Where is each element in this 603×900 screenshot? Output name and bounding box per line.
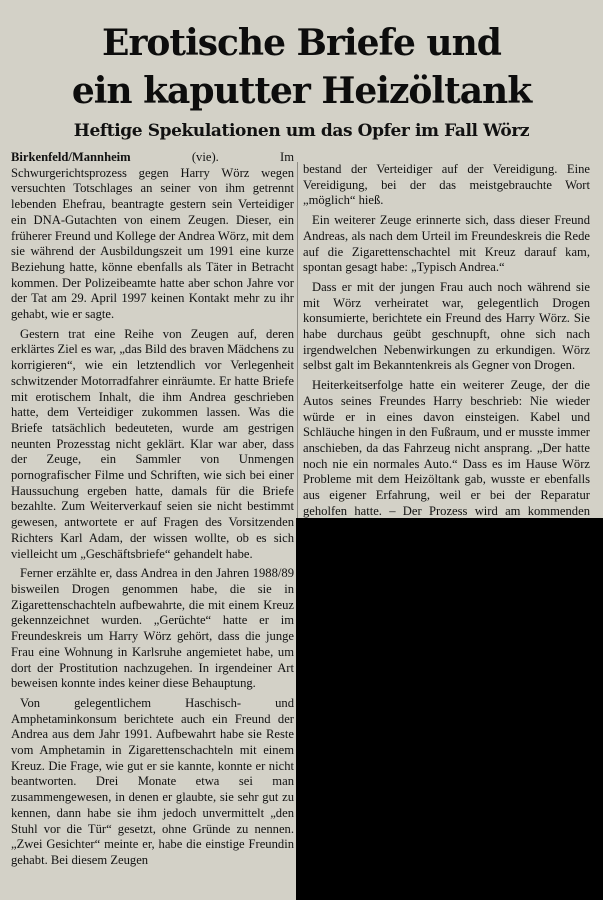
headline-line-1: Erotische Briefe und [102,22,501,64]
paragraph-6: Ein weiterer Zeuge erinnerte sich, dass dieser Freund Andreas, als nach dem Urteil im Freundeskreis die Rede auf die Zigarettenschachtel mit Kreuz darauf kam, spontan gesagt habe: „Typisch Andrea.“ [303,213,590,275]
paragraph-2: Gestern trat eine Reihe von Zeugen auf, deren erklärtes Ziel es war, „das Bild des braven Mädchens zu korrigieren“, wie ein letztendlich vor Verlegenheit schwitzender Motorradfahrer einräumte. Er hatte Briefe mit erotischem Inhalt, die ihm Andrea geschrieben hatte, dem Verteidiger zukommen lassen. Was die Briefe tatsächlich bedeuteten, wurde am gestrigen neunten Prozesstag nicht geklärt. Klar war aber, dass der Zeuge, ein Sammler von Unmengen pornografischer Filme und Schriften, wie sich bei einer Haussuchung ergeben hatte, damals für die Briefe bezahlte. Zum Weiterverkauf seien sie nicht bestimmt gewesen, antwortete er auf Fragen des Vorsitzenden Richters Karl Adam, der wissen wollte, ob es sich vielleicht um „Geschäftsbriefe“ gehandelt habe. [11,326,294,561]
paragraph-4: Von gelegentlichem Haschisch- und Amphetaminkonsum berichtete auch ein Freund der Andrea aus dem Jahr 1991. Aufbewahrt habe sie Reste vom Amphetamin in Zigarettenschachteln mit einem Kreuz. Die Frage, wie gut er sie kannte, konnte er nicht beantworten. Drei Monate etwa sei man zusammengewesen, in denen er glaubte, sie sehr gut zu kennen, dann habe sie ihm jedoch unvermittelt „den Stuhl vor die Tür“ gesetzt, ohne Gründe zu nennen. „Zwei Gesichter“ meinte er, habe die einstige Freundin gehabt. Bei diesem Zeugen [11,695,294,867]
paragraph-7: Dass er mit der jungen Frau auch noch während sie mit Wörz verheiratet war, gelegentlich Drogen konsumierte, berichtete ein Freund des Harry Wörz. Sie habe durchaus geübt geschnupft, ohne sich nach irgendwelchen Nebenwirkungen zu erkundigen. Wörz selbst galt im Bekanntenkreis als Gegner von Drogen. [303,279,590,373]
article-column-2 [303,162,590,539]
article-column-1 [11,150,294,873]
paragraph-1-text: (vie). Im Schwurgerichtsprozess gegen Harry Wörz wegen versuchten Totschlages an seiner von ihm getrennt lebenden Ehefrau, beantragte gestern sein Verteidiger ein DNA-Gutachten von einem Zeugen. Dieser, ein früherer Freund und Kollege der Andrea Wörz, mit dem sie während der Ausbildungszeit um 1991 eine kurze Beziehung hatte, könne ebenfalls als Täter in Betracht kommen. Der Polizeibeamte hatte aber schon Jahre vor der Tat am 29. April 1997 keinen Kontakt mehr zu ihr gehabt, wie er sagte. [11,150,294,322]
paragraph-1 [11,150,294,323]
paragraph-3: Ferner erzählte er, dass Andrea in den Jahren 1988/89 bisweilen Drogen genommen habe, die sie in Zigarettenschachteln aufbewahrte, die mit einem Kreuz gekennzeichnet wurden. „Gerüchte“ hatte er im Freundeskreis um Harry Wörz gehört, dass die junge Frau eine Wohnung in Karlsruhe angemietet habe, um dort der Prostitution nachzugehen. In irgendeiner Art beweisen konnte indes keiner diese Behauptung. [11,566,294,691]
paragraph-5: bestand der Verteidiger auf der Vereidigung. Eine Vereidigung, bei der das meistgebrauchte Wort „möglich“ hieß. [303,162,590,208]
subheadline: Heftige Spekulationen um das Opfer im Fall Wörz [73,121,530,141]
paragraph-8: Heiterkeitserfolge hatte ein weiterer Zeuge, der die Autos seines Freundes Harry beschrieb: Nie wieder würde er in eines davon einsteigen. Kabel und Schläuche hingen in den Fußraum, und er musste immer anschieben, da das Fahrzeug nicht ansprang. „Der hatte noch nie ein normales Auto.“ Dass es im Hause Wörz Probleme mit dem Heizöltank gab, wusste er ebenfalls aus eigener Erfahrung, weil er bei der Reparatur geholfen hatte. – Der Prozess wird am kommenden [303,378,590,518]
black-background-area [296,518,603,900]
dateline: Birkenfeld/Mannheim [11,150,131,164]
headline-line-2: ein kaputter Heizöltank [71,70,532,112]
